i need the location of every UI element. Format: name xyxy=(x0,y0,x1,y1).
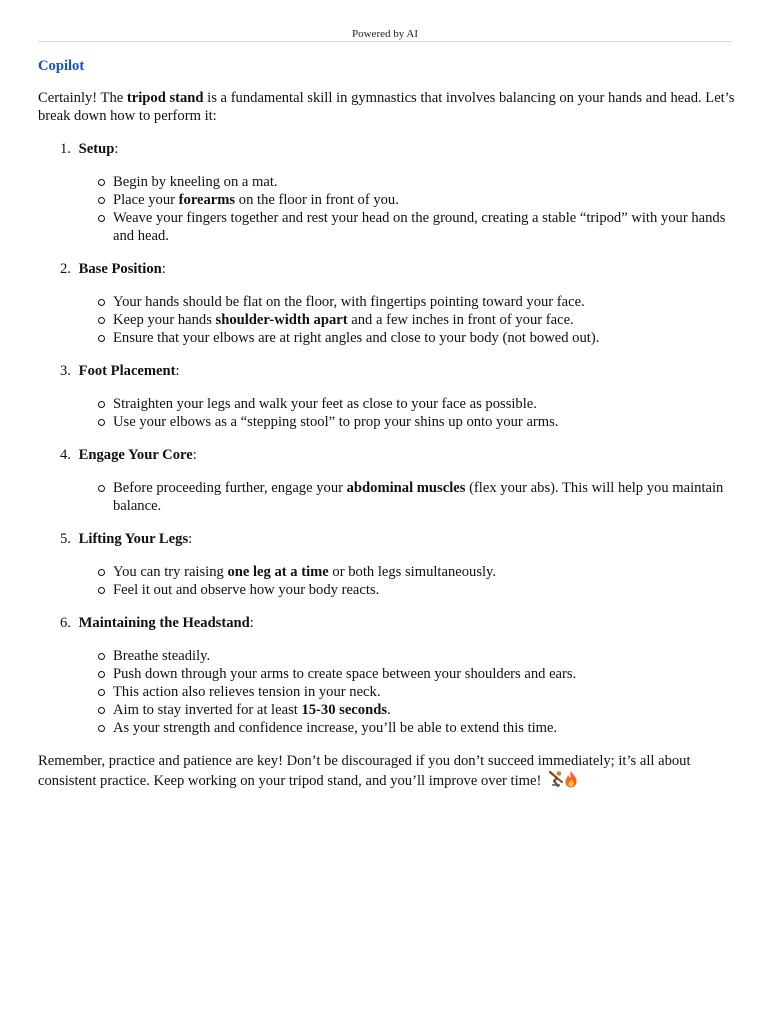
step-title-colon: : xyxy=(192,447,197,463)
step-subitems xyxy=(38,395,738,431)
steps-list xyxy=(38,140,738,737)
bullet-text: Straighten your legs and walk your feet as close to your face as possible. xyxy=(113,396,537,412)
step-heading xyxy=(38,614,738,632)
bullet-text: As your strength and confidence increase, you’ll be able to extend this time. xyxy=(113,720,558,736)
step-item xyxy=(38,614,738,737)
assistant-name: Copilot xyxy=(38,58,85,74)
bullet-item xyxy=(38,701,738,719)
bullet-item xyxy=(38,581,738,599)
bullet-item xyxy=(38,191,738,209)
bullet-item xyxy=(38,563,738,581)
step-title-colon: : xyxy=(161,261,166,277)
outro-text: Remember, practice and patience are key! Don’t be discouraged if you don’t succeed immediately; it’s all about consistent practice. Keep working on your tripod stand, and you’ll improve over time! xyxy=(38,753,691,789)
step-number: 6. xyxy=(60,615,71,631)
bullet-text-end: and a few inches in front of your face. xyxy=(347,312,574,328)
bullet-text: You can try raising xyxy=(113,564,228,580)
step-heading xyxy=(38,260,738,278)
step-item xyxy=(38,362,738,431)
intro-bold: tripod stand xyxy=(126,90,204,106)
powered-by-header: Powered by AI xyxy=(38,27,732,42)
chat-response xyxy=(38,57,738,793)
bullet-item xyxy=(38,329,738,347)
bullet-bold-text: forearms xyxy=(178,192,236,208)
bullet-bold-text: 15-30 seconds xyxy=(301,702,387,718)
step-item xyxy=(38,260,738,347)
intro-text-end: is a fundamental skill in gymnastics that involves balancing on your hands and head. Let’s break down how to perform it: xyxy=(38,90,735,124)
bullet-text: Weave your fingers together and rest your head on the ground, creating a stable “tripod” with your hands and head. xyxy=(113,210,726,244)
step-title: Base Position xyxy=(78,261,162,277)
step-number: 5. xyxy=(60,531,71,547)
fire-icon xyxy=(564,770,578,793)
step-title: Setup xyxy=(78,141,115,157)
outro-paragraph xyxy=(38,752,738,793)
bullet-text: Begin by kneeling on a mat. xyxy=(113,174,278,190)
bullet-text: This action also relieves tension in your neck. xyxy=(113,684,381,700)
bullet-item xyxy=(38,209,738,245)
bullet-text: Breathe steadily. xyxy=(113,648,211,664)
bullet-bold-text: one leg at a time xyxy=(227,564,329,580)
step-subitems xyxy=(38,563,738,599)
bullet-item xyxy=(38,665,738,683)
bullet-text: Push down through your arms to create space between your shoulders and ears. xyxy=(113,666,577,682)
step-number: 2. xyxy=(60,261,71,277)
step-title: Foot Placement xyxy=(78,363,176,379)
step-subitems xyxy=(38,173,738,245)
bullet-text: Feel it out and observe how your body reacts. xyxy=(113,582,380,598)
bullet-text: Use your elbows as a “stepping stool” to prop your shins up onto your arms. xyxy=(113,414,559,430)
bullet-item xyxy=(38,413,738,431)
bullet-item xyxy=(38,173,738,191)
bullet-text-end: . xyxy=(387,702,391,718)
bullet-text: Place your xyxy=(113,192,179,208)
step-subitems xyxy=(38,647,738,737)
bullet-item xyxy=(38,479,738,515)
bullet-item xyxy=(38,293,738,311)
bullet-text: Before proceeding further, engage your xyxy=(113,480,347,496)
intro-paragraph xyxy=(38,89,738,125)
step-title: Lifting Your Legs xyxy=(78,531,189,547)
step-title: Engage Your Core xyxy=(78,447,193,463)
step-heading xyxy=(38,140,738,158)
intro-text: Certainly! The xyxy=(38,90,127,106)
bullet-item xyxy=(38,395,738,413)
step-title-colon: : xyxy=(188,531,193,547)
step-item xyxy=(38,140,738,245)
step-title-colon: : xyxy=(114,141,119,157)
bullet-bold-text: abdominal muscles xyxy=(346,480,466,496)
step-number: 3. xyxy=(60,363,71,379)
step-subitems xyxy=(38,293,738,347)
bullet-item xyxy=(38,683,738,701)
bullet-text: Ensure that your elbows are at right angles and close to your body (not bowed out). xyxy=(113,330,600,346)
bullet-text: Your hands should be flat on the floor, with fingertips pointing toward your face. xyxy=(113,294,585,310)
step-title: Maintaining the Headstand xyxy=(78,615,250,631)
step-title-colon: : xyxy=(175,363,180,379)
bullet-text: Aim to stay inverted for at least xyxy=(113,702,302,718)
bullet-text-end: (flex your abs). This will help you maintain balance. xyxy=(113,480,724,514)
bullet-bold-text: shoulder-width apart xyxy=(215,312,348,328)
step-item xyxy=(38,446,738,515)
step-subitems xyxy=(38,479,738,515)
step-heading xyxy=(38,362,738,380)
bullet-text-end: or both legs simultaneously. xyxy=(328,564,497,580)
bullet-item xyxy=(38,311,738,329)
step-title-colon: : xyxy=(249,615,254,631)
bullet-text-end: on the floor in front of you. xyxy=(235,192,399,208)
bullet-text: Keep your hands xyxy=(113,312,216,328)
bullet-item xyxy=(38,719,738,737)
step-heading xyxy=(38,530,738,548)
gymnast-icon xyxy=(548,770,564,793)
step-heading xyxy=(38,446,738,464)
step-number: 4. xyxy=(60,447,71,463)
bullet-item xyxy=(38,647,738,665)
step-number: 1. xyxy=(60,141,71,157)
step-item xyxy=(38,530,738,599)
